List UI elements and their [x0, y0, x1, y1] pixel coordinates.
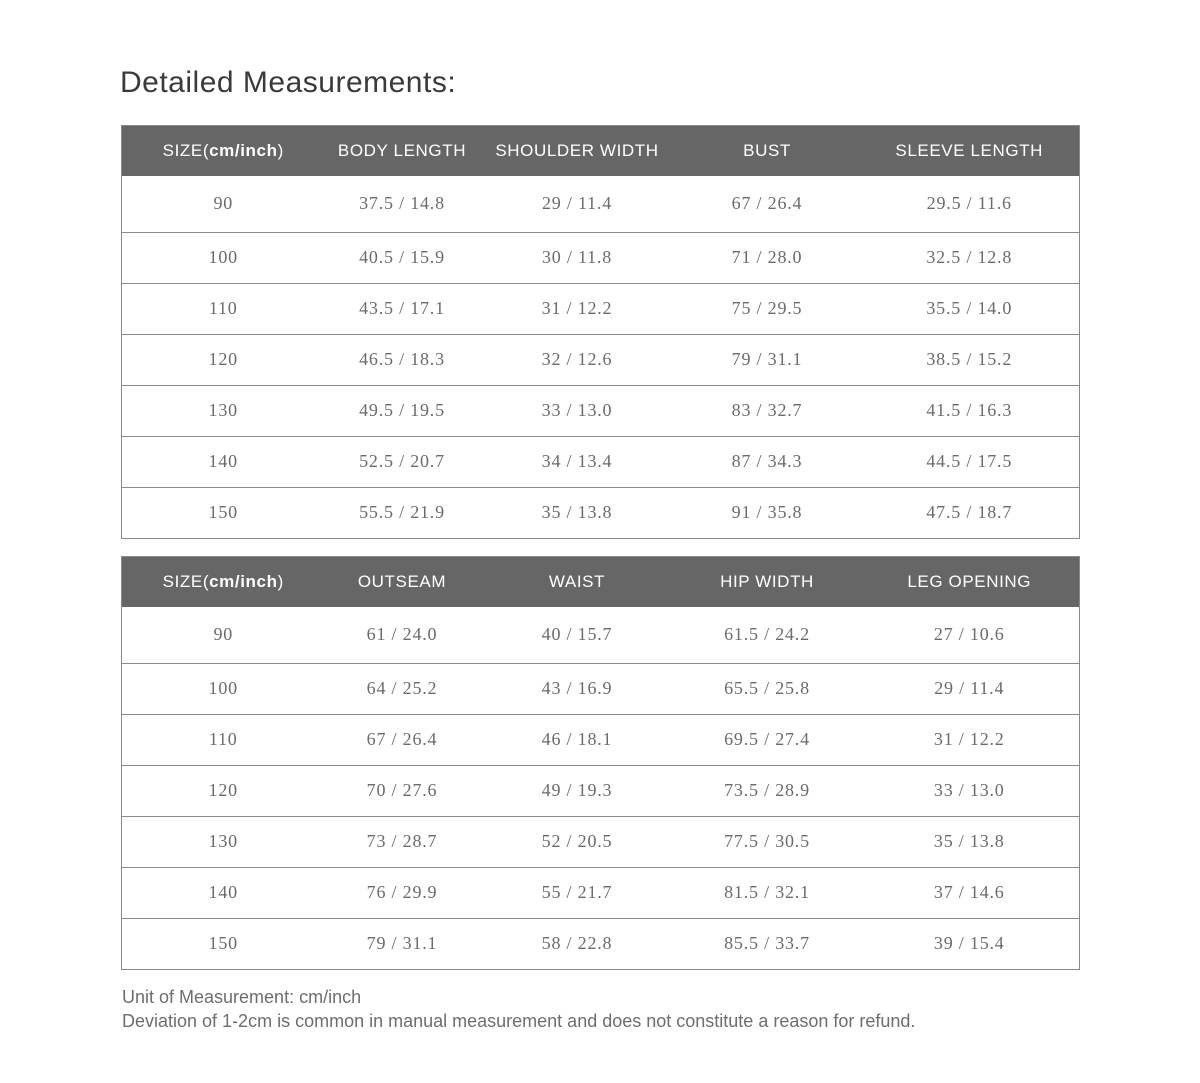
body-length-header: BODY LENGTH — [337, 141, 467, 160]
size-unit: cm/inch — [209, 572, 278, 591]
size-cell: 150 — [208, 502, 238, 522]
measurement-cell: 47.5 / 18.7 — [926, 502, 1013, 522]
table-row — [122, 334, 1080, 385]
table-row — [122, 714, 1080, 765]
table-row — [122, 232, 1080, 283]
table-row — [122, 765, 1080, 816]
measurement-cell: 31 / 12.2 — [933, 729, 1005, 749]
size-column-header — [122, 126, 325, 177]
leg-opening-header: LEG OPENING — [907, 572, 1032, 591]
measurement-cell: 67 / 26.4 — [366, 729, 438, 749]
measurement-cell: 40.5 / 15.9 — [359, 247, 445, 267]
measurement-cell: 35 / 13.8 — [541, 502, 613, 522]
table-row — [122, 436, 1080, 487]
paren-close: ) — [277, 572, 284, 591]
measurement-cell: 35 / 13.8 — [933, 831, 1005, 851]
measurement-cell: 43.5 / 17.1 — [359, 298, 445, 318]
size-cell: 140 — [208, 882, 238, 902]
measurement-cell: 55.5 / 21.9 — [359, 502, 445, 522]
measurement-cell: 32.5 / 12.8 — [926, 247, 1013, 267]
measurement-cell: 46 / 18.1 — [541, 729, 613, 749]
size-label: SIZE — [162, 141, 203, 160]
size-cell: 100 — [208, 247, 238, 267]
measurement-cell: 49 / 19.3 — [541, 780, 613, 800]
table-row — [122, 385, 1080, 436]
measurement-cell: 37.5 / 14.8 — [359, 193, 445, 214]
measurement-cell: 29.5 / 11.6 — [926, 193, 1012, 214]
size-unit: cm/inch — [209, 141, 278, 160]
size-cell: 130 — [208, 400, 238, 420]
waist-header: WAIST — [548, 572, 606, 591]
page-title: Detailed Measurements: — [120, 66, 457, 99]
measurement-cell: 58 / 22.8 — [541, 933, 613, 953]
size-cell: 90 — [213, 193, 234, 214]
measurement-cell: 49.5 / 19.5 — [359, 400, 445, 420]
deviation-note: Deviation of 1-2cm is common in manual measurement and does not constitute a reason for refund. — [122, 1011, 916, 1031]
measurement-cell: 81.5 / 32.1 — [724, 882, 810, 902]
measurement-cell: 65.5 / 25.8 — [724, 678, 810, 698]
size-cell: 100 — [208, 678, 238, 698]
size-cell: 150 — [208, 933, 238, 953]
unit-note: Unit of Measurement: cm/inch — [122, 987, 362, 1007]
measurement-cell: 79 / 31.1 — [731, 349, 803, 369]
measurement-cell: 32 / 12.6 — [541, 349, 613, 369]
measurement-cell: 71 / 28.0 — [731, 247, 803, 267]
measurement-cell: 75 / 29.5 — [731, 298, 803, 318]
measurement-cell: 30 / 11.8 — [541, 247, 613, 267]
measurement-cell: 55 / 21.7 — [541, 882, 613, 902]
measurement-cell: 34 / 13.4 — [541, 451, 613, 471]
measurement-cell: 77.5 / 30.5 — [724, 831, 810, 851]
measurement-cell: 70 / 27.6 — [366, 780, 438, 800]
measurement-cell: 52 / 20.5 — [541, 831, 613, 851]
size-cell: 130 — [208, 831, 238, 851]
sleeve-length-header: SLEEVE LENGTH — [895, 141, 1044, 160]
measurement-cell: 87 / 34.3 — [731, 451, 803, 471]
measurement-cell: 46.5 / 18.3 — [359, 349, 445, 369]
measurement-cell: 91 / 35.8 — [731, 502, 803, 522]
size-column-header — [122, 557, 325, 608]
bust-header: BUST — [743, 141, 791, 160]
measurement-cell: 79 / 31.1 — [366, 933, 438, 953]
size-label: SIZE — [162, 572, 203, 591]
table-header-row — [122, 557, 1080, 608]
measurement-cell: 69.5 / 27.4 — [724, 729, 810, 749]
measurement-cell: 73 / 28.7 — [366, 831, 438, 851]
measurement-cell: 83 / 32.7 — [731, 400, 803, 420]
table-row — [122, 816, 1080, 867]
hip-width-header: HIP WIDTH — [720, 572, 814, 591]
bottom-measurement-table — [121, 556, 1080, 970]
measurement-cell: 29 / 11.4 — [934, 678, 1005, 698]
measurement-cell: 61.5 / 24.2 — [724, 624, 810, 645]
measurement-cell: 67 / 26.4 — [731, 193, 803, 214]
size-cell: 110 — [208, 729, 238, 749]
measurement-cell: 33 / 13.0 — [933, 780, 1005, 800]
size-cell: 90 — [213, 624, 234, 645]
measurement-cell: 85.5 / 33.7 — [724, 933, 810, 953]
table-row — [122, 176, 1080, 232]
measurement-cell: 38.5 / 15.2 — [926, 349, 1013, 369]
measurement-cell: 39 / 15.4 — [933, 933, 1005, 953]
measurement-cell: 41.5 / 16.3 — [926, 400, 1013, 420]
measurement-cell: 33 / 13.0 — [541, 400, 613, 420]
size-cell: 140 — [208, 451, 238, 471]
measurement-cell: 37 / 14.6 — [933, 882, 1005, 902]
measurement-cell: 76 / 29.9 — [366, 882, 438, 902]
paren-open: ( — [202, 572, 210, 591]
paren-open: ( — [202, 141, 210, 160]
measurement-cell: 73.5 / 28.9 — [724, 780, 810, 800]
measurement-cell: 64 / 25.2 — [366, 678, 438, 698]
measurement-cell: 40 / 15.7 — [541, 624, 613, 645]
measurement-cell: 27 / 10.6 — [933, 624, 1005, 645]
table-row — [122, 607, 1080, 663]
outseam-header: OUTSEAM — [357, 572, 447, 591]
table-row — [122, 663, 1080, 714]
table-header-row — [122, 126, 1080, 177]
paren-close: ) — [277, 141, 284, 160]
table-row — [122, 487, 1080, 538]
size-cell: 110 — [208, 298, 238, 318]
table-row — [122, 918, 1080, 969]
shoulder-width-header: SHOULDER WIDTH — [495, 141, 659, 160]
top-measurement-table — [121, 125, 1080, 539]
measurement-cell: 35.5 / 14.0 — [926, 298, 1013, 318]
table-row — [122, 283, 1080, 334]
measurement-cell: 29 / 11.4 — [541, 193, 613, 214]
size-cell: 120 — [208, 780, 238, 800]
table-row — [122, 867, 1080, 918]
measurement-cell: 43 / 16.9 — [541, 678, 613, 698]
measurement-cell: 61 / 24.0 — [366, 624, 438, 645]
measurement-cell: 52.5 / 20.7 — [359, 451, 445, 471]
measurement-cell: 31 / 12.2 — [541, 298, 613, 318]
size-cell: 120 — [208, 349, 238, 369]
measurement-cell: 44.5 / 17.5 — [926, 451, 1013, 471]
